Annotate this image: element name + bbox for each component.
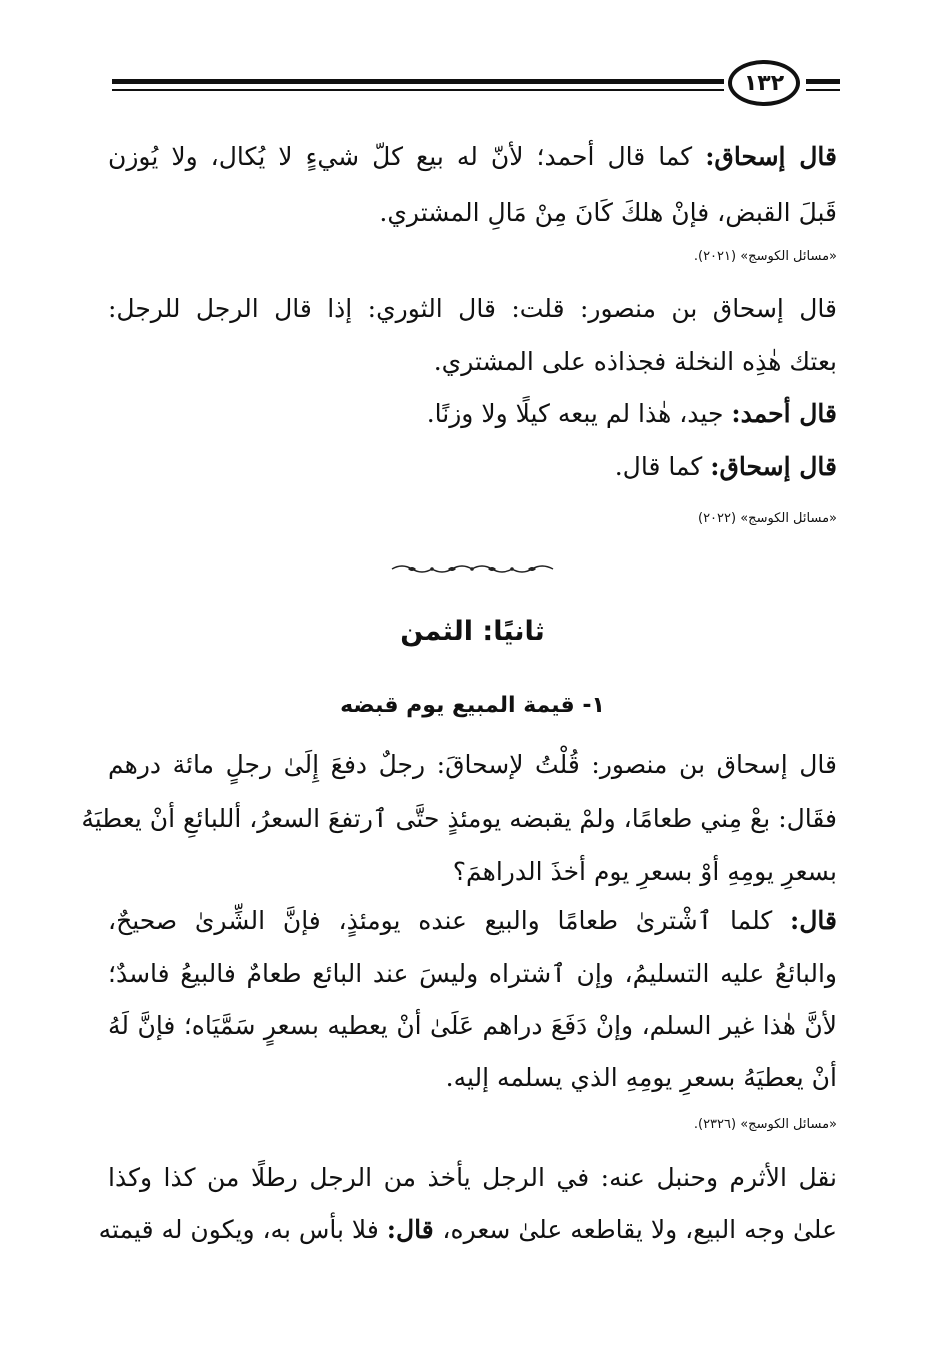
- text-run: كلما ٱشْترىٰ طعامًا والبيع عنده يومئذٍ، فإنَّ الشِّرىٰ صحيحٌ،: [108, 906, 791, 935]
- header-rule-top: [112, 79, 724, 84]
- block3-line1: قال إسحاق بن منصور: قُلْتُ لإسحاقَ: رجلٌ دفعَ إِلَىٰ رجلٍ مائة درهم: [108, 750, 837, 779]
- source-citation: «مسائل الكوسج» (٢٠٢١).: [693, 249, 837, 264]
- block3-line4: [108, 904, 837, 938]
- speaker-label: قال إسحاق:: [710, 452, 837, 481]
- text-run: كما قال أحمد؛ لأنّ له بيع كلّ شيءٍ لا يُكال، ولا يُوزن: [108, 142, 706, 171]
- block2-line4: [615, 450, 837, 484]
- block2-line2: بعتك هٰذِه النخلة فجذاذه على المشتري.: [433, 347, 837, 376]
- header-rule-right-top: [806, 79, 840, 84]
- speaker-label: قال أحمد:: [731, 399, 837, 428]
- block1-line1: [108, 140, 837, 174]
- block2-line3: [427, 397, 837, 431]
- block3-line5: والبائعُ عليه التسليمُ، وإن ٱشتراه وليسَ عند البائع طعامٌ فالبيعُ فاسدٌ؛: [108, 959, 837, 988]
- speaker-label: قال:: [386, 1215, 443, 1244]
- page-number: ١٣٢: [728, 60, 800, 106]
- header-rule-bottom: [112, 89, 724, 91]
- block3-line7: أنْ يعطيَهُ بسعرِ يومِهِ الذي يسلمه إليه.: [445, 1063, 837, 1092]
- header-rule-right-bottom: [806, 89, 840, 91]
- block3-line2: فقَال: بعْ مِني طعامًا، ولمْ يقبضه يومئذٍ حتَّى ٱرتفعَ السعرُ، أللبائعِ أنْ يعطيَهُ: [81, 804, 837, 833]
- block1-line2: قَبلَ القبض، فإنْ هلكَ كَانَ مِنْ مَالِ المشتري.: [379, 198, 837, 227]
- block4-line2: [98, 1213, 837, 1247]
- section-subtitle: ١- قيمة المبيع يوم قبضه: [340, 693, 605, 718]
- block3-line6: لأنَّ هٰذا غير السلم، وإنْ دَفَعَ دراهم عَلَىٰ أنْ يعطيه بسعرٍ سَمَّيَاه؛ فإنَّ لَهُ: [108, 1011, 837, 1040]
- block2-line1: قال إسحاق بن منصور: قلت: قال الثوري: إذا قال الرجل للرجل:: [108, 294, 837, 323]
- source-citation: «مسائل الكوسج» (٢٠٢٢): [698, 511, 837, 526]
- section-title: ثانيًا: الثمن: [400, 616, 545, 647]
- block3-line3: بسعرِ يومِهِ أوْ بسعرِ يوم أخذَ الدراهمَ؟: [452, 857, 837, 886]
- speaker-label: قال:: [790, 906, 837, 935]
- text-run: جيد، هٰذا لم يبعه كيلًا ولا وزنًا.: [426, 399, 732, 428]
- text-run: علىٰ وجه البيع، ولا يقاطعه علىٰ سعره،: [442, 1215, 837, 1244]
- text-run: كما قال.: [614, 452, 711, 481]
- source-citation: «مسائل الكوسج» (٢٣٢٦).: [693, 1117, 837, 1132]
- text-run: فلا بأس به، ويكون له قيمته: [98, 1215, 387, 1244]
- ornament-divider: [390, 562, 555, 576]
- speaker-label: قال إسحاق:: [705, 142, 837, 171]
- block4-line1: نقل الأثرم وحنبل عنه: في الرجل يأخذ من الرجل رطلًا من كذا وكذا: [108, 1163, 837, 1192]
